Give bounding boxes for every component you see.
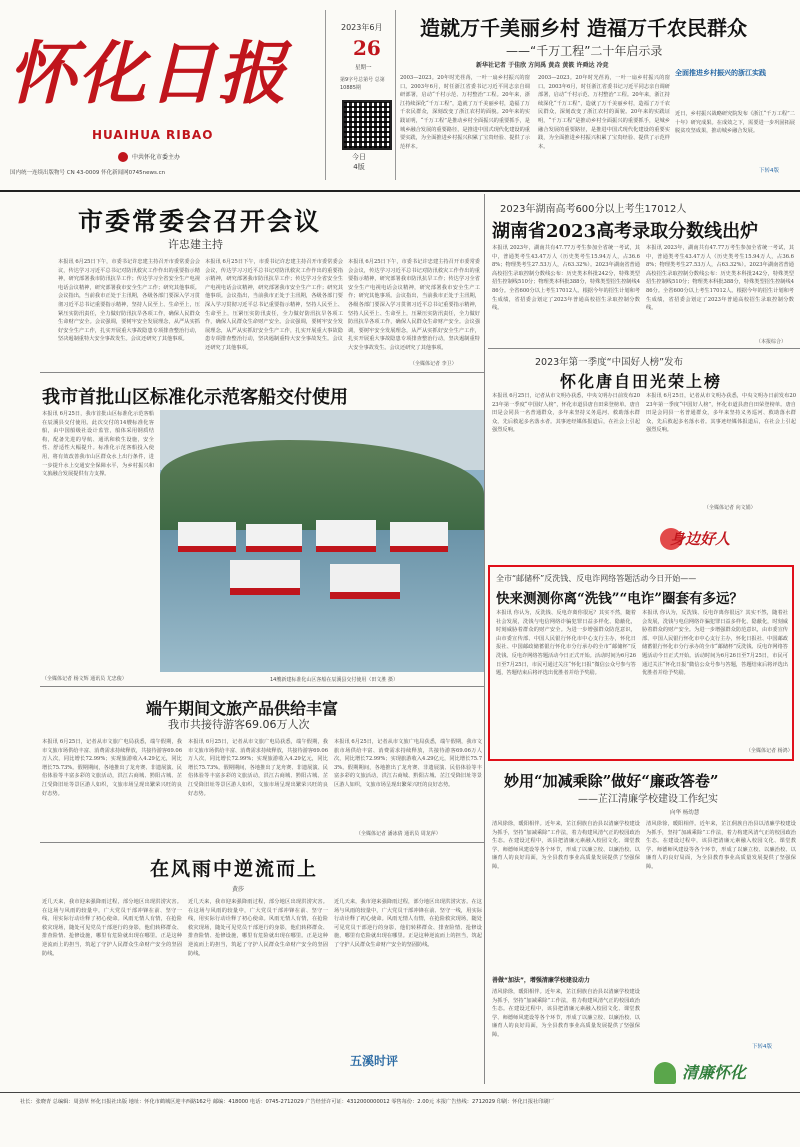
ship-icon	[178, 522, 236, 552]
sidebar-top-link[interactable]: 下转4版	[759, 168, 779, 174]
goodperson-badge	[660, 518, 780, 560]
top-story-byline: 新华社记者 于佳欣 方问禹 黄垚 黄筱 许舜达 冷竞	[476, 62, 609, 69]
lianzheng-badge-text: 清廉怀化	[682, 1063, 747, 1082]
committee-subhead: 许忠建主持	[168, 238, 223, 251]
committee-body-col2: 本报讯 6月25日下午，市委书记许忠建主持召开市委常委会会议，传达学习习近平总书记对防汛救灾工作作出的重要指示精神，研究部署我市防汛抗旱工作；传达学习全省安全生产电视电话会议精神，研究部署我市安全生产工作；研究其他事项。会议指出，当前我市正处于主汛期，各级各部门要深入学习贯彻习近平总书记重要指示精神，坚持人民至上、生命至上，压紧压实防汛责任，全力做好防汛抗旱各项工作，确保人民群众生命财产安全。会议强调，要树牢安全发展理念，从严从实抓好安全生产工作，扎实开展重大事故隐患专项排查整治行动，坚决遏制重特大安全事故发生。会议还研究了其他事项。	[205, 259, 343, 351]
masthead-pinyin: HUAIHUA RIBAO	[92, 128, 214, 142]
quiz-body-col1: 本报讯 你认为，反洗钱、反电诈离你很远？其实不然，随着社会发展，洗钱与电信网络诈骗犯罪日益多样化、隐蔽化，时刻威胁着群众的财产安全。为进一步增强群众防范意识，由市委宣传部、中国人民银行怀化市中心支行主办，怀化日报社、中国邮政储蓄银行怀化市分行承办的全市“邮储杯”反洗钱、反电诈网络答题活动今日正式开始。活动时间为6月26日至7月25日，市民可通过关注“怀化日报”微信公众号参与答题，答题结束后将评选出优胜者并给予奖励。	[496, 610, 636, 677]
masthead	[0, 0, 800, 192]
ship-icon	[246, 524, 302, 552]
issue-day: 26	[353, 36, 381, 60]
lianzheng-headline[interactable]: 妙用“加减乘除”做好“廉政答卷”	[504, 772, 719, 790]
lianzheng-body-col1b: 清风徐徐，暖阳相伴。近年来，芷江侗族自治县以清廉学校建设为抓手，坚持“加减乘除”工作法，着力构建风清气正的校园政治生态。在建设过程中，该县把清廉元素融入校园文化、课堂教学、师德师风建设等各个环节，形成了以廉立校、以廉治校、以廉育人的良好局面，为全县教育事业高质量发展提供了坚强保障。	[492, 989, 640, 1038]
lianzheng-link[interactable]: 下转4版	[752, 1044, 772, 1050]
issue-info: 第9字号总第号 总第10885期	[340, 77, 385, 91]
tourism-headline[interactable]: 端午期间文旅产品供给丰富	[146, 699, 339, 718]
goodperson-headline[interactable]: 怀化唐自田光荣上榜	[560, 372, 723, 391]
tourism-subhead: 我市共接待游客69.06万人次	[168, 718, 310, 731]
lianzheng-body-col1: 清风徐徐，暖阳相伴。近年来，芷江侗族自治县以清廉学校建设为抓手，坚持“加减乘除”工作法，着力构建风清气正的校园政治生态。在建设过程中，该县把清廉元素融入校园文化、课堂教学、师德师风建设等各个环节，形成了以廉立校、以廉治校、以廉育人的良好局面，为全县教育事业高质量发展提供了坚强保障。	[492, 821, 640, 870]
issue-month: 2023年6月	[341, 23, 383, 32]
goodperson-body-col1: 本报讯 6月25日，记者从市文明办获悉，中央文明办日前发布2023年第一季度“中国好人榜”，怀化市道县唐自田荣登榜单。唐自田是会同县一名普通群众，多年来坚持义务巡河、救助落水群众，先后救起多名落水者。其事迹经媒体报道后，在社会上引起强烈反响。	[492, 393, 640, 434]
masthead-logo: 怀化日报	[8, 34, 289, 114]
top-story-subhead: ——“千万工程”二十年启示录	[506, 44, 663, 58]
tourism-credit: （全媒体记者 潘冰倩 通讯员 周龙萍）	[356, 831, 441, 837]
goodperson-badge-text: 身边好人	[670, 530, 731, 548]
lianzheng-subhead: ——芷江清廉学校建设工作纪实	[578, 794, 718, 805]
quiz-headline[interactable]: 快来测测你离“洗钱”“电诈”圈套有多远？	[496, 591, 744, 607]
lotus-icon	[654, 1062, 676, 1084]
committee-credit: （全媒体记者 李卫）	[410, 361, 457, 367]
top-story-headline[interactable]: 造就万千美丽乡村 造福万千农民群众	[420, 16, 747, 40]
quiz-kicker: 全市“邮储杯”反洗钱、反电诈网络答题活动今日开始——	[496, 574, 697, 583]
qr-code[interactable]	[342, 100, 392, 150]
lianzheng-section: 善做“加法”，增强清廉学校建设动力	[492, 977, 590, 984]
tourism-body-col1: 本报讯 6月25日，记者从市文旅广电局获悉，端午假期，我市文旅市场供给丰富、消费需求持续释放，共接待游客69.06万人次，同比增长72.99%；实现旅游收入4.29亿元，同比增长75.73%。假期期间，各地推出了龙舟赛、非遗展演、民俗体验等丰富多彩的文旅活动，洪江古商城、黔阳古城、芷江受降旧址等景区游人如织，文旅市场呈现出繁荣兴旺的良好态势。	[42, 739, 182, 797]
goodperson-credit: （全媒体记者 向文娟）	[704, 505, 756, 511]
lianzheng-body-col2: 清风徐徐，暖阳相伴。近年来，芷江侗族自治县以清廉学校建设为抓手，坚持“加减乘除”工作法，着力构建风清气正的校园政治生态。在建设过程中，该县把清廉元素融入校园文化、课堂教学、师德师风建设等各个环节，形成了以廉立校、以廉治校、以廉育人的良好局面，为全县教育事业高质量发展提供了坚强保障。	[646, 821, 796, 870]
committee-body-col1: 本报讯 6月25日下午，市委书记许忠建主持召开市委常委会会议，传达学习习近平总书记对防汛救灾工作作出的重要指示精神，研究部署我市防汛抗旱工作；传达学习全省安全生产电视电话会议精神，研究部署我市安全生产工作；研究其他事项。会议指出，当前我市正处于主汛期，各级各部门要深入学习贯彻习近平总书记重要指示精神，坚持人民至上、生命至上，压紧压实防汛责任，全力做好防汛抗旱各项工作，确保人民群众生命财产安全。会议强调，要树牢安全发展理念，从严从实抓好安全生产工作，扎实开展重大事故隐患专项排查整治行动，坚决遏制重特大安全事故发生。会议还研究了其他事项。	[58, 259, 200, 343]
ship-headline[interactable]: 我市首批山区标准化示范客船交付使用	[42, 387, 348, 408]
ship-icon	[316, 520, 376, 552]
committee-body-col3: 本报讯 6月25日下午，市委书记许忠建主持召开市委常委会会议，传达学习习近平总书记对防汛救灾工作作出的重要指示精神，研究部署我市防汛抗旱工作；传达学习全省安全生产电视电话会议精神，研究部署我市安全生产工作；研究其他事项。会议指出，当前我市正处于主汛期，各级各部门要深入学习贯彻习近平总书记重要指示精神，坚持人民至上、生命至上，压紧压实防汛责任，全力做好防汛抗旱各项工作，确保人民群众生命财产安全。会议强调，要树牢安全发展理念，从严从实抓好安全生产工作，扎实开展重大事故隐患专项排查整治行动，坚决遏制重特大安全事故发生。会议还研究了其他事项。	[348, 259, 480, 351]
ship-photo[interactable]	[160, 410, 484, 672]
top-story-body-col2: 2003—2023。20年时光荏苒，一叶一扇乡村振兴的窗口。2003年6月，时任浙江省委书记习近平同志亲自调研部署，启动“千村示范、万村整治”工程。20年来，浙江持续深化“千万工程”，造就了万千美丽乡村，造福了万千农民群众，深刻改变了浙江农村的面貌。20年来的实践证明，“千万工程”是推动乡村全面振兴的重要抓手，是城乡融合发展的重要路径，是推进中国式现代化建设的重要实践，为全面推进乡村振兴积累了宝贵经验、提供了示范样本。	[538, 75, 670, 150]
goodperson-kicker: 2023年第一季度“中国好人榜”发布	[535, 357, 684, 368]
tourism-body-col2: 本报讯 6月25日，记者从市文旅广电局获悉，端午假期，我市文旅市场供给丰富、消费需求持续释放，共接待游客69.06万人次，同比增长72.99%；实现旅游收入4.29亿元，同比增长75.73%。假期期间，各地推出了龙舟赛、非遗展演、民俗体验等丰富多彩的文旅活动，洪江古商城、黔阳古城、芷江受降旧址等景区游人如织，文旅市场呈现出繁荣兴旺的良好态势。	[188, 739, 328, 797]
page-count: 今日 4版	[352, 153, 366, 171]
exam-body-col1: 本报讯 2023年，湖南共有47.77万考生参加全省统一考试，其中，普通类考生43.47万人（历史类考生15.94万人，占36.68%；物理类考生27.53万人，占63.32%）。2023年湖南省普通高校招生录取控制分数线公布：历史类本科批242分，特殊类型招生控制线510分；物理类本科批388分，特殊类型招生控制线486分。全省600分以上考生17012人。根据今年的招生计划和考生成绩，省招委会划定了2023年普通高校招生录取控制分数线。	[492, 245, 640, 312]
masthead-cn-number: 国内统一连续出版物号 CN 43-0009 怀化新闻网0745news.cn	[10, 170, 166, 176]
sidebar-top-title[interactable]: 全面推进乡村振兴的浙江实践	[675, 69, 766, 77]
commentary-author: 黄莎	[232, 886, 245, 893]
column-tag-text: 五溪时评	[350, 1054, 399, 1068]
ship-credit: （全媒体记者 杨文辉 通讯员 尤忠俊）	[42, 676, 127, 682]
lianzheng-badge	[650, 1056, 794, 1090]
lianzheng-byline: 向华 杨幼慧	[670, 810, 700, 816]
ship-icon	[230, 560, 300, 595]
commentary-body-col1: 近几天来，我市迎来强降雨过程，部分地区出现洪涝灾害。在这场与风雨的较量中，广大党员干部冲锋在前、坚守一线，用实际行动诠释了初心使命。风雨无情人有情，在抢险救灾现场，随处可见党员干部逆行的身影，他们转移群众、排查险情、抢修设施，哪里有危险就出现在哪里。正是这种逆流而上的担当，筑起了守护人民群众生命财产安全的坚固防线。	[42, 899, 182, 957]
masthead-publisher: 中共怀化市委主办	[132, 154, 181, 161]
issue-weekday: 星期一	[355, 65, 372, 71]
ship-photo-caption: 14艘新建标准化山区客船在辰溪县交付使用（田文胜 摄）	[270, 677, 398, 683]
ship-body: 本报讯 6月25日，我市首批山区标准化示范客船在辰溪县交付使用。此次交付的14艘标准化客船，由中国船级社设计监管，船体采用钢质结构，配备先进的导航、通讯和救生设施，安全性、舒适性大幅提升。标准化示范客船投入使用，将有效改善我市山区群众水上出行条件，进一步提升水上交通安全保障水平，为乡村振兴和文旅融合发展提供有力支撑。	[42, 411, 154, 478]
publisher-emblem-icon	[118, 152, 128, 162]
quiz-credit: （全媒体记者 杨鸿）	[746, 748, 793, 754]
exam-credit: （本报综合）	[756, 339, 787, 345]
exam-headline[interactable]: 湖南省2023高考录取分数线出炉	[492, 221, 759, 242]
top-story-body-col1: 2003—2023。20年时光荏苒，一叶一扇乡村振兴的窗口。2003年6月，时任浙江省委书记习近平同志亲自调研部署，启动“千村示范、万村整治”工程。20年来，浙江持续深化“千万工程”，造就了万千美丽乡村，造福了万千农民群众，深刻改变了浙江农村的面貌。20年来的实践证明，“千万工程”是推动乡村全面振兴的重要抓手，是城乡融合发展的重要路径，是推进中国式现代化建设的重要实践，为全面推进乡村振兴积累了宝贵经验、提供了示范样本。	[400, 75, 530, 150]
exam-kicker: 2023年湖南高考600分以上考生17012人	[500, 204, 687, 215]
committee-headline[interactable]: 市委常委会召开会议	[78, 207, 322, 236]
sidebar-top-box	[675, 68, 795, 180]
exam-body-col2: 本报讯 2023年，湖南共有47.77万考生参加全省统一考试，其中，普通类考生43.47万人（历史类考生15.94万人，占36.68%；物理类考生27.53万人，占63.32%）。2023年湖南省普通高校招生录取控制分数线公布：历史类本科批242分，特殊类型招生控制线510分；物理类本科批388分，特殊类型招生控制线486分。全省600分以上考生17012人。根据今年的招生计划和考生成绩，省招委会划定了2023年普通高校招生录取控制分数线。	[646, 245, 794, 312]
quiz-body-col2: 本报讯 你认为，反洗钱、反电诈离你很远？其实不然，随着社会发展，洗钱与电信网络诈骗犯罪日益多样化、隐蔽化，时刻威胁着群众的财产安全。为进一步增强群众防范意识，由市委宣传部、中国人民银行怀化市中心支行主办，怀化日报社、中国邮政储蓄银行怀化市分行承办的全市“邮储杯”反洗钱、反电诈网络答题活动今日正式开始。活动时间为6月26日至7月25日，市民可通过关注“怀化日报”微信公众号参与答题，答题结束后将评选出优胜者并给予奖励。	[642, 610, 788, 677]
ship-icon	[330, 564, 400, 599]
ship-icon	[390, 522, 448, 552]
footer-info: 社长：张晓青 总编辑：周劲草 怀化日报社出版 地址：怀化市鹤城区迎丰西路162号 邮编：418000 电话：0745-2712029 广告经营许可证：4312000000012 零售每份：2.00元 本报广告热线：2712029 印刷：怀化日报社印刷厂	[20, 1099, 554, 1105]
column-tag	[340, 1044, 436, 1080]
tourism-body-col3: 本报讯 6月25日，记者从市文旅广电局获悉，端午假期，我市文旅市场供给丰富、消费需求持续释放，共接待游客69.06万人次，同比增长72.99%；实现旅游收入4.29亿元，同比增长75.73%。假期期间，各地推出了龙舟赛、非遗展演、民俗体验等丰富多彩的文旅活动，洪江古商城、黔阳古城、芷江受降旧址等景区游人如织，文旅市场呈现出繁荣兴旺的良好态势。	[334, 739, 482, 788]
commentary-body-col3: 近几天来，我市迎来强降雨过程，部分地区出现洪涝灾害。在这场与风雨的较量中，广大党员干部冲锋在前、坚守一线，用实际行动诠释了初心使命。风雨无情人有情，在抢险救灾现场，随处可见党员干部逆行的身影，他们转移群众、排查险情、抢修设施，哪里有危险就出现在哪里。正是这种逆流而上的担当，筑起了守护人民群众生命财产安全的坚固防线。	[334, 899, 482, 948]
quiz-box	[488, 565, 794, 761]
sidebar-top-body: 近日，乡村振兴战略研究院发布《浙江“千万工程”二十年》研究成果。在成效之下，需要进一步巩固拓展脱贫攻坚成果，推动城乡融合发展。	[675, 111, 795, 135]
commentary-headline[interactable]: 在风雨中逆流而上	[150, 858, 319, 880]
goodperson-body-col2: 本报讯 6月25日，记者从市文明办获悉，中央文明办日前发布2023年第一季度“中国好人榜”，怀化市道县唐自田荣登榜单。唐自田是会同县一名普通群众，多年来坚持义务巡河、救助落水群众，先后救起多名落水者。其事迹经媒体报道后，在社会上引起强烈反响。	[646, 393, 796, 434]
commentary-body-col2: 近几天来，我市迎来强降雨过程，部分地区出现洪涝灾害。在这场与风雨的较量中，广大党员干部冲锋在前、坚守一线，用实际行动诠释了初心使命。风雨无情人有情，在抢险救灾现场，随处可见党员干部逆行的身影，他们转移群众、排查险情、抢修设施，哪里有危险就出现在哪里。正是这种逆流而上的担当，筑起了守护人民群众生命财产安全的坚固防线。	[188, 899, 328, 957]
